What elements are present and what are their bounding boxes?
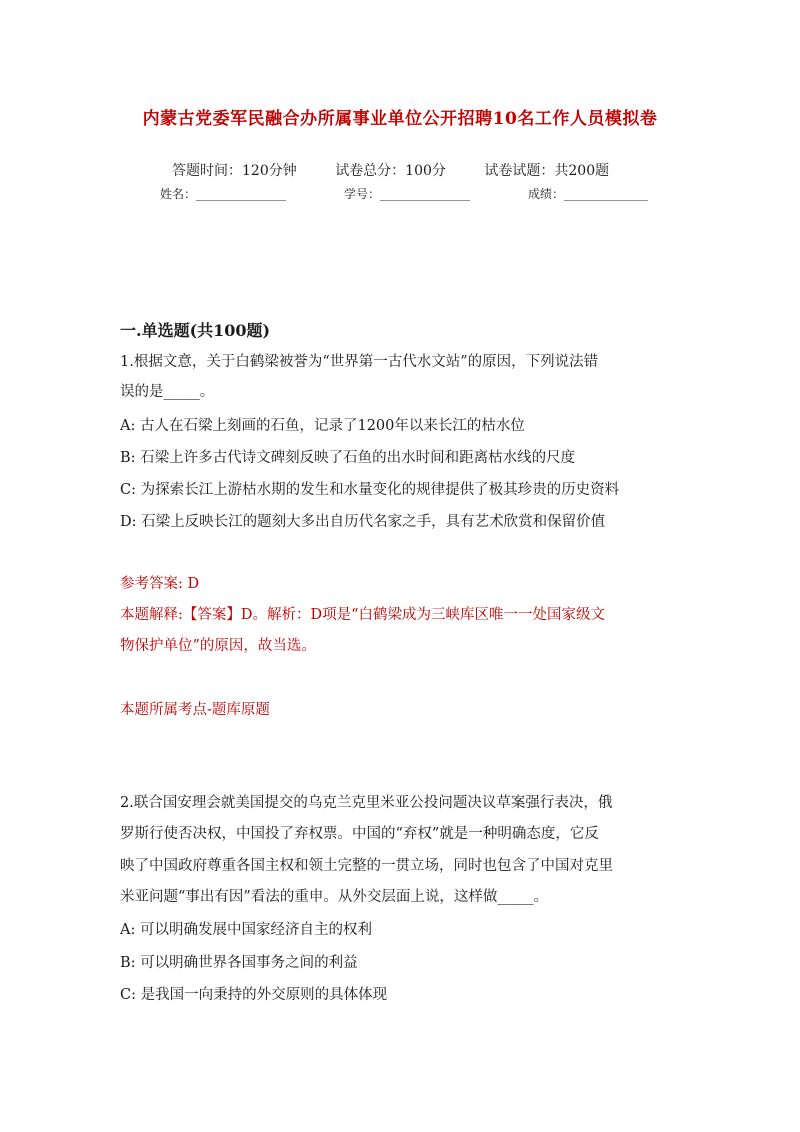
question-1-option-d: D: 石梁上反映长江的题刻大多出自历代名家之手，具有艺术欣赏和保留价值 [120, 514, 606, 530]
question-1-point: 本题所属考点-题库原题 [120, 702, 270, 718]
exam-total-score: 试卷总分：100分 [335, 163, 446, 179]
exam-time: 答题时间：120分钟 [172, 163, 297, 179]
question-1-explanation-line-2: 物保护单位”的原因，故当选。 [120, 638, 316, 654]
score-field: 成绩：______________ [528, 187, 649, 201]
exam-title: 内蒙古党委军民融合办所属事业单位公开招聘10名工作人员模拟卷 [142, 109, 658, 129]
question-1-answer: 参考答案: D [120, 576, 200, 592]
question-1-stem-line-1: 1.根据文意，关于白鹤梁被誉为“世界第一古代水文站”的原因，下列说法错 [120, 354, 599, 370]
exam-info [172, 160, 609, 180]
question-2-option-b: B: 可以明确世界各国事务之间的利益 [120, 955, 358, 971]
section-heading: 一.单选题(共100题) [120, 321, 271, 340]
question-2-option-a: A: 可以明确发展中国家经济自主的权利 [120, 922, 372, 938]
question-2-stem-line-1: 2.联合国安理会就美国提交的乌克兰克里米亚公投问题决议草案强行表决，俄 [120, 795, 613, 811]
question-2-stem-line-4: 米亚问题“事出有因”看法的重申。从外交层面上说，这样做_____。 [120, 889, 549, 905]
student-info [160, 185, 648, 202]
question-2-stem-line-2: 罗斯行使否决权，中国投了弃权票。中国的“弃权”就是一种明确态度，它反 [120, 826, 599, 842]
question-2-option-c: C: 是我国一向秉持的外交原则的具体体现 [120, 987, 388, 1003]
question-1-option-b: B: 石梁上许多古代诗文碑刻反映了石鱼的出水时间和距离枯水线的尺度 [120, 450, 576, 466]
name-field: 姓名：_______________ [160, 187, 287, 201]
exam-question-count: 试卷试题：共200题 [484, 163, 610, 179]
question-1-stem-line-2: 误的是_____。 [120, 384, 215, 400]
question-1-option-a: A: 古人在石梁上刻画的石鱼，记录了1200年以来长江的枯水位 [120, 418, 525, 434]
question-2-stem-line-3: 映了中国政府尊重各国主权和领土完整的一贯立场，同时也包含了中国对克里 [120, 858, 613, 874]
question-1-option-c: C: 为探索长江上游枯水期的发生和水量变化的规律提供了极其珍贵的历史资料 [120, 482, 620, 498]
student-id-field: 学号：_______________ [344, 187, 471, 201]
question-1-explanation-line-1: 本题解释:【答案】D。解析：D项是“白鹤梁成为三峡库区唯一一处国家级文 [120, 607, 606, 623]
